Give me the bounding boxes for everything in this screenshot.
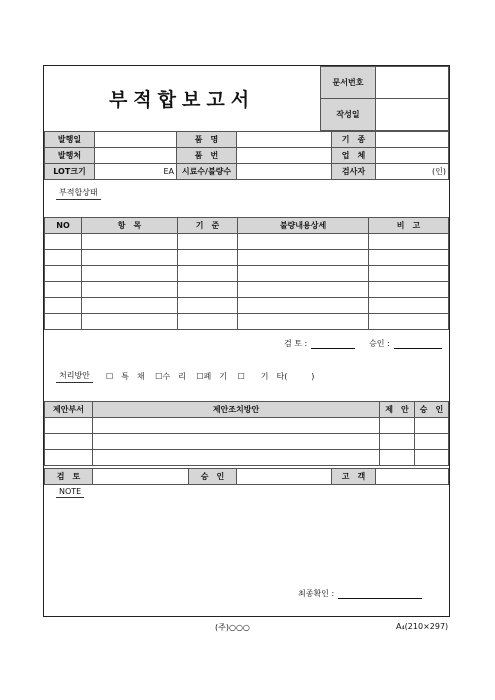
company-name: (주)○○○ [215, 623, 250, 632]
proposal-row [45, 418, 449, 434]
model-label: 기 종 [332, 132, 376, 148]
doc-number-field[interactable] [376, 67, 449, 99]
paper-size: A₄(210×297) [396, 622, 449, 631]
defect-table [44, 217, 449, 330]
defect-row-cell[interactable] [178, 314, 238, 330]
final-approve-label: 승 인 [189, 469, 237, 485]
col-defect-detail: 불량내용상세 [238, 218, 369, 234]
proposal-row [45, 450, 449, 466]
option-other[interactable]: ☐ 기 타( ) [237, 372, 315, 381]
col-standard: 기 준 [178, 218, 238, 234]
defect-row-cell[interactable] [238, 250, 369, 266]
defect-row-cell[interactable] [45, 234, 82, 250]
defect-row-cell[interactable] [82, 298, 178, 314]
defect-row [45, 250, 449, 266]
defect-row-cell[interactable] [238, 234, 369, 250]
customer-field[interactable] [376, 469, 449, 485]
proposal-row-cell[interactable] [380, 434, 415, 450]
col-remark: 비 고 [369, 218, 449, 234]
proposal-row-cell[interactable] [93, 450, 380, 466]
defect-row-cell[interactable] [45, 282, 82, 298]
defect-row-cell[interactable] [369, 282, 449, 298]
company-field[interactable] [376, 148, 449, 164]
meta-block [44, 131, 449, 180]
disposition-options [106, 371, 314, 382]
defect-row [45, 298, 449, 314]
defect-row-cell[interactable] [82, 250, 178, 266]
proposal-table-header [45, 402, 449, 418]
defect-row-cell[interactable] [369, 250, 449, 266]
note-label: NOTE [56, 487, 84, 498]
defect-row-cell[interactable] [238, 298, 369, 314]
defect-row-cell[interactable] [178, 250, 238, 266]
part-number-label: 품 번 [177, 148, 237, 164]
defect-row-cell[interactable] [178, 234, 238, 250]
defect-row-cell[interactable] [45, 250, 82, 266]
defect-table-header [45, 218, 449, 234]
review-signature [284, 338, 355, 349]
option-special-adoption[interactable]: ☐ 특 채 [106, 372, 145, 381]
defect-row [45, 314, 449, 330]
proposal-row-cell[interactable] [415, 450, 449, 466]
approve-label: 승인 : [369, 339, 390, 348]
defect-row-cell[interactable] [45, 314, 82, 330]
document-title: 부적합보고서 [44, 66, 321, 131]
final-confirm [298, 588, 422, 599]
defect-row-cell[interactable] [45, 298, 82, 314]
proposal-row-cell[interactable] [415, 418, 449, 434]
defect-row-cell[interactable] [178, 266, 238, 282]
option-repair[interactable]: ☐수 리 [155, 372, 186, 381]
option-discard[interactable]: ☐폐 기 [196, 372, 228, 381]
proposal-row-cell[interactable] [93, 418, 380, 434]
customer-label: 고 객 [332, 469, 376, 485]
issuer-field[interactable] [95, 148, 177, 164]
proposal-row-cell[interactable] [93, 434, 380, 450]
model-field[interactable] [376, 132, 449, 148]
final-confirm-label: 최종확인 : [298, 589, 335, 598]
doc-info-box [320, 66, 449, 131]
issue-date-label: 발행일 [45, 132, 95, 148]
defect-row-cell[interactable] [369, 314, 449, 330]
defect-row-cell[interactable] [45, 266, 82, 282]
proposal-row-cell[interactable] [380, 418, 415, 434]
review-label: 검 토 : [284, 339, 308, 348]
proposal-row-cell[interactable] [45, 418, 93, 434]
inspector-label: 검사자 [332, 164, 376, 180]
col-proposed-action: 제안조치방안 [93, 402, 380, 418]
part-number-field[interactable] [237, 148, 332, 164]
sign-off-row [44, 468, 449, 485]
sample-defect-label: 시료수/불량수 [177, 164, 237, 180]
author-date-label: 작성일 [321, 99, 376, 131]
col-no: NO [45, 218, 82, 234]
defect-row-cell[interactable] [178, 298, 238, 314]
author-date-field[interactable] [376, 99, 449, 131]
ea-unit: EA [163, 167, 174, 176]
issuer-label: 발행처 [45, 148, 95, 164]
defect-row-cell[interactable] [82, 314, 178, 330]
proposal-row-cell[interactable] [45, 434, 93, 450]
approve-signature [369, 338, 442, 349]
col-proposing-dept: 제안부서 [45, 402, 93, 418]
proposal-table [44, 401, 449, 466]
product-name-field[interactable] [237, 132, 332, 148]
defect-row-cell[interactable] [369, 298, 449, 314]
approve-sign-line[interactable] [394, 339, 442, 349]
col-item: 항 목 [82, 218, 178, 234]
company-label: 업 체 [332, 148, 376, 164]
proposal-row-cell[interactable] [415, 434, 449, 450]
defect-row-cell[interactable] [238, 314, 369, 330]
issue-date-field[interactable] [95, 132, 177, 148]
proposal-row-cell[interactable] [380, 450, 415, 466]
defect-row-cell[interactable] [82, 266, 178, 282]
title-block [44, 66, 449, 132]
status-label: 부적합상태 [56, 187, 101, 200]
inspector-field[interactable] [376, 164, 449, 180]
review-sign-line[interactable] [311, 339, 355, 349]
col-approval: 승 인 [415, 402, 449, 418]
final-review-label: 검 토 [45, 469, 93, 485]
lot-size-label: LOT크기 [45, 164, 95, 180]
defect-row-cell[interactable] [82, 234, 178, 250]
defect-row [45, 266, 449, 282]
report-sheet [43, 65, 450, 617]
final-confirm-line[interactable] [338, 589, 422, 599]
lot-size-field[interactable] [95, 164, 177, 180]
doc-number-label: 문서번호 [321, 67, 376, 99]
sample-defect-field[interactable] [237, 164, 332, 180]
defect-row-cell[interactable] [82, 282, 178, 298]
final-approve-field[interactable] [237, 469, 332, 485]
proposal-row-cell[interactable] [45, 450, 93, 466]
col-proposal: 제 안 [380, 402, 415, 418]
defect-row [45, 234, 449, 250]
final-review-field[interactable] [93, 469, 189, 485]
defect-row-cell[interactable] [238, 266, 369, 282]
defect-row [45, 282, 449, 298]
seal-mark: (인) [432, 167, 446, 176]
proposal-row [45, 434, 449, 450]
defect-row-cell[interactable] [178, 282, 238, 298]
product-name-label: 품 명 [177, 132, 237, 148]
defect-row-cell[interactable] [238, 282, 369, 298]
defect-row-cell[interactable] [369, 234, 449, 250]
defect-row-cell[interactable] [369, 266, 449, 282]
disposition-label: 처리방안 [56, 370, 93, 383]
